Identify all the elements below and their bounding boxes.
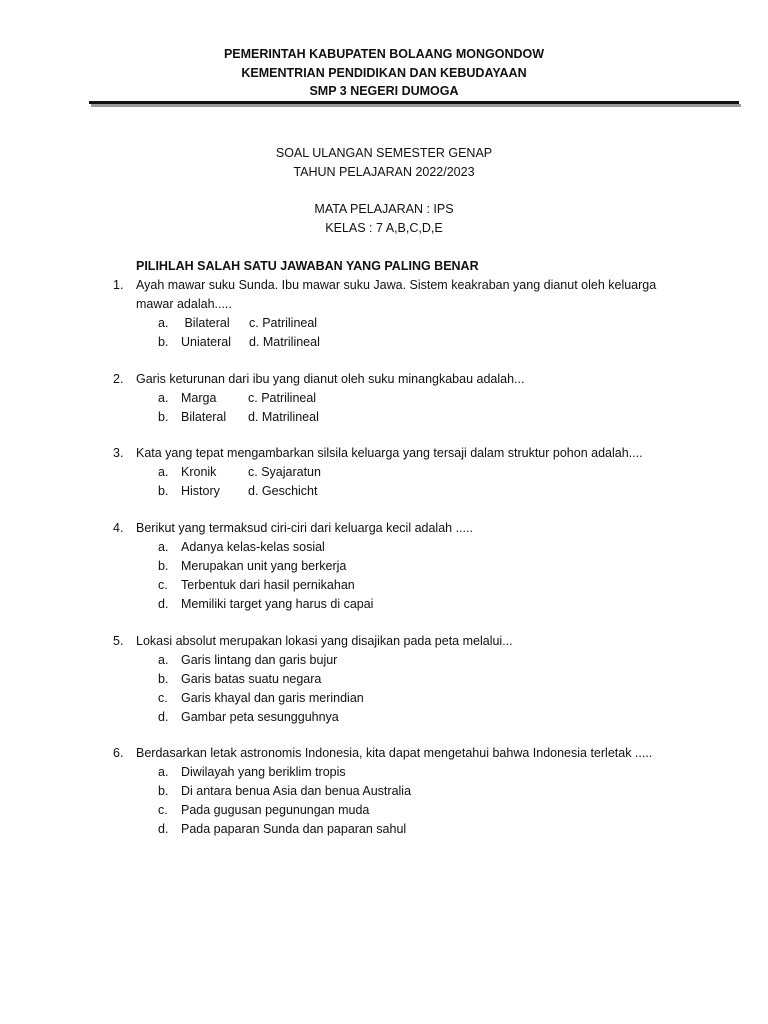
option-row — [0, 389, 768, 408]
option-letter: a. — [158, 540, 169, 554]
option-letter: d. — [158, 822, 169, 836]
option-row — [0, 651, 768, 670]
option-text: Garis lintang dan garis bujur — [181, 653, 338, 667]
option-text: Terbentuk dari hasil pernikahan — [181, 578, 355, 592]
option-row — [0, 408, 768, 427]
question-number: 1. — [113, 278, 124, 292]
option-text: Marga — [181, 391, 217, 405]
option-letter: d. — [158, 597, 169, 611]
option-letter: a. — [158, 316, 169, 330]
option-letter: c. — [158, 578, 168, 592]
option-letter: b. — [158, 335, 169, 349]
option-text: Bilateral — [181, 316, 230, 330]
option-letter: d. — [158, 710, 169, 724]
option-row — [0, 763, 768, 782]
option-row — [0, 801, 768, 820]
option-row — [0, 595, 768, 614]
option-text: Memiliki target yang harus di capai — [181, 597, 374, 611]
school-header — [0, 45, 768, 101]
option-row — [0, 557, 768, 576]
option-text-secondary: d. Geschicht — [248, 484, 318, 498]
option-text: Garis khayal dan garis merindian — [181, 691, 364, 705]
option-letter: c. — [158, 803, 168, 817]
option-letter: a. — [158, 765, 169, 779]
question-text-continued: mawar adalah..... — [136, 297, 232, 311]
option-letter: a. — [158, 391, 169, 405]
option-letter: c. — [158, 691, 168, 705]
option-text: Pada paparan Sunda dan paparan sahul — [181, 822, 407, 836]
option-row — [0, 576, 768, 595]
question-text: Ayah mawar suku Sunda. Ibu mawar suku Jawa. Sistem keakraban yang dianut oleh keluarga — [136, 278, 657, 292]
question-number: 3. — [113, 446, 124, 460]
option-row — [0, 708, 768, 727]
exam-year: TAHUN PELAJARAN 2022/2023 — [293, 165, 475, 179]
option-row — [0, 463, 768, 482]
question-number: 6. — [113, 746, 124, 760]
option-letter: a. — [158, 653, 169, 667]
question-6 — [0, 744, 768, 839]
option-row — [0, 538, 768, 557]
option-row — [0, 314, 768, 333]
question-5 — [0, 632, 768, 727]
question-text: Lokasi absolut merupakan lokasi yang disajikan pada peta melalui... — [136, 634, 513, 648]
option-text-secondary: d. Matrilineal — [248, 410, 319, 424]
option-text: Uniateral — [181, 335, 232, 349]
option-text: Garis batas suatu negara — [181, 672, 322, 686]
exam-subject: MATA PELAJARAN : IPS — [314, 202, 454, 216]
question-2 — [0, 370, 768, 427]
exam-instruction: PILIHLAH SALAH SATU JAWABAN YANG PALING BENAR — [136, 259, 479, 273]
option-row — [0, 689, 768, 708]
option-letter: b. — [158, 784, 169, 798]
option-text: Kronik — [181, 465, 217, 479]
question-3 — [0, 444, 768, 501]
option-letter: a. — [158, 465, 169, 479]
option-text: History — [181, 484, 220, 498]
option-row — [0, 333, 768, 352]
question-number: 2. — [113, 372, 124, 386]
exam-subject-block — [0, 200, 768, 238]
question-text: Berdasarkan letak astronomis Indonesia, kita dapat mengetahui bahwa Indonesia terletak ..... — [136, 746, 653, 760]
option-letter: b. — [158, 410, 169, 424]
header-line-government: PEMERINTAH KABUPATEN BOLAANG MONGONDOW — [223, 47, 545, 61]
header-line-school: SMP 3 NEGERI DUMOGA — [309, 84, 459, 98]
option-text: Pada gugusan pegunungan muda — [181, 803, 370, 817]
option-text: Gambar peta sesungguhnya — [181, 710, 339, 724]
exam-title-block — [0, 144, 768, 182]
option-text-secondary: d. Matrilineal — [249, 335, 320, 349]
header-rule-shadow — [91, 104, 741, 107]
exam-class: KELAS : 7 A,B,C,D,E — [325, 221, 443, 235]
option-text: Diwilayah yang beriklim tropis — [181, 765, 346, 779]
question-text: Garis keturunan dari ibu yang dianut oleh suku minangkabau adalah... — [136, 372, 525, 386]
option-text: Adanya kelas-kelas sosial — [181, 540, 325, 554]
question-number: 5. — [113, 634, 124, 648]
option-text: Bilateral — [181, 410, 227, 424]
option-text: Merupakan unit yang berkerja — [181, 559, 347, 573]
question-text: Berikut yang termaksud ciri-ciri dari keluarga kecil adalah ..... — [136, 521, 473, 535]
header-rule — [89, 101, 739, 104]
option-text: Di antara benua Asia dan benua Australia — [181, 784, 412, 798]
option-row — [0, 482, 768, 501]
option-letter: b. — [158, 484, 169, 498]
question-4 — [0, 519, 768, 614]
option-text-secondary: c. Patrilineal — [248, 391, 317, 405]
option-row — [0, 820, 768, 839]
exam-title: SOAL ULANGAN SEMESTER GENAP — [275, 146, 493, 160]
question-1 — [0, 276, 768, 352]
option-letter: b. — [158, 672, 169, 686]
option-row — [0, 782, 768, 801]
option-row — [0, 670, 768, 689]
question-text: Kata yang tepat mengambarkan silsila keluarga yang tersaji dalam struktur pohon adalah.... — [136, 446, 643, 460]
header-line-ministry: KEMENTRIAN PENDIDIKAN DAN KEBUDAYAAN — [241, 65, 527, 80]
question-number: 4. — [113, 521, 124, 535]
option-text-secondary: c. Patrilineal — [249, 316, 318, 330]
option-letter: b. — [158, 559, 169, 573]
option-text-secondary: c. Syajaratun — [248, 465, 321, 479]
